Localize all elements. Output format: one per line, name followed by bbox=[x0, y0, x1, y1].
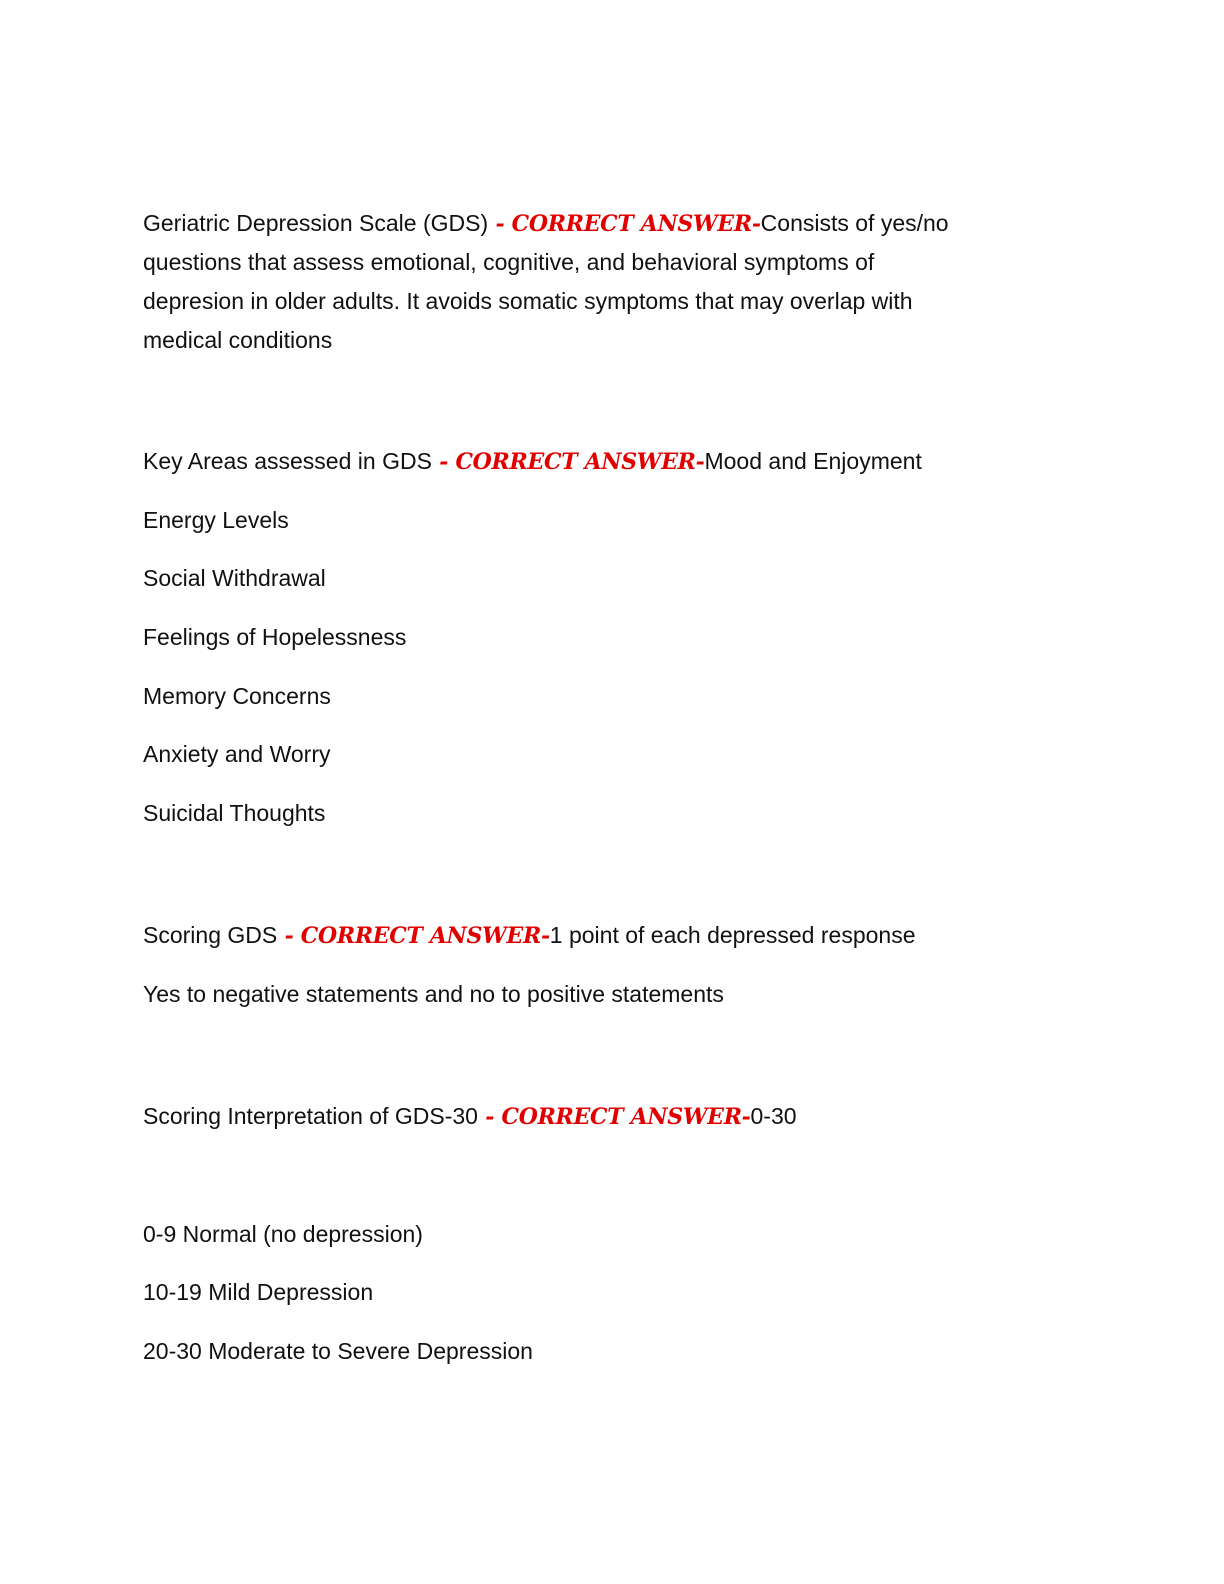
card1-answer-line: questions that assess emotional, cognitive, and behavioral symptoms of bbox=[143, 249, 875, 275]
card3-question-line bbox=[143, 916, 915, 956]
card1-question-line bbox=[143, 204, 949, 244]
card1-answer-line: medical conditions bbox=[143, 327, 333, 353]
card2-question: Key Areas assessed in GDS bbox=[143, 448, 432, 474]
card4-item: 20-30 Moderate to Severe Depression bbox=[143, 1338, 533, 1364]
card2-item: Social Withdrawal bbox=[143, 565, 326, 591]
card2-item: Suicidal Thoughts bbox=[143, 800, 326, 826]
card4-item: 0-9 Normal (no depression) bbox=[143, 1221, 423, 1247]
card3-question: Scoring GDS bbox=[143, 922, 278, 948]
card2-item: Energy Levels bbox=[143, 507, 289, 533]
correct-answer-marker: - CORRECT ANSWER- bbox=[477, 1104, 751, 1130]
card2-answer-first: Mood and Enjoyment bbox=[704, 448, 922, 474]
card2-item: Memory Concerns bbox=[143, 683, 331, 709]
card2-item: Feelings of Hopelessness bbox=[143, 624, 407, 650]
card4-item: 10-19 Mild Depression bbox=[143, 1279, 374, 1305]
card3-answer-first: 1 point of each depressed response bbox=[549, 922, 916, 948]
card1-answer-first: Consists of yes/no bbox=[760, 210, 949, 236]
card4-question-line bbox=[143, 1097, 797, 1137]
card2-question-line bbox=[143, 442, 922, 482]
correct-answer-marker: - CORRECT ANSWER- bbox=[431, 449, 705, 475]
card4-answer-first: 0-30 bbox=[750, 1103, 797, 1129]
card4-question: Scoring Interpretation of GDS-30 bbox=[143, 1103, 478, 1129]
card3-item: Yes to negative statements and no to positive statements bbox=[143, 981, 724, 1007]
correct-answer-marker: - CORRECT ANSWER- bbox=[488, 211, 761, 237]
correct-answer-marker: - CORRECT ANSWER- bbox=[277, 923, 550, 949]
card1-answer-line: depresion in older adults. It avoids somatic symptoms that may overlap with bbox=[143, 288, 913, 314]
card1-question: Geriatric Depression Scale (GDS) bbox=[143, 210, 489, 236]
card2-item: Anxiety and Worry bbox=[143, 741, 331, 767]
